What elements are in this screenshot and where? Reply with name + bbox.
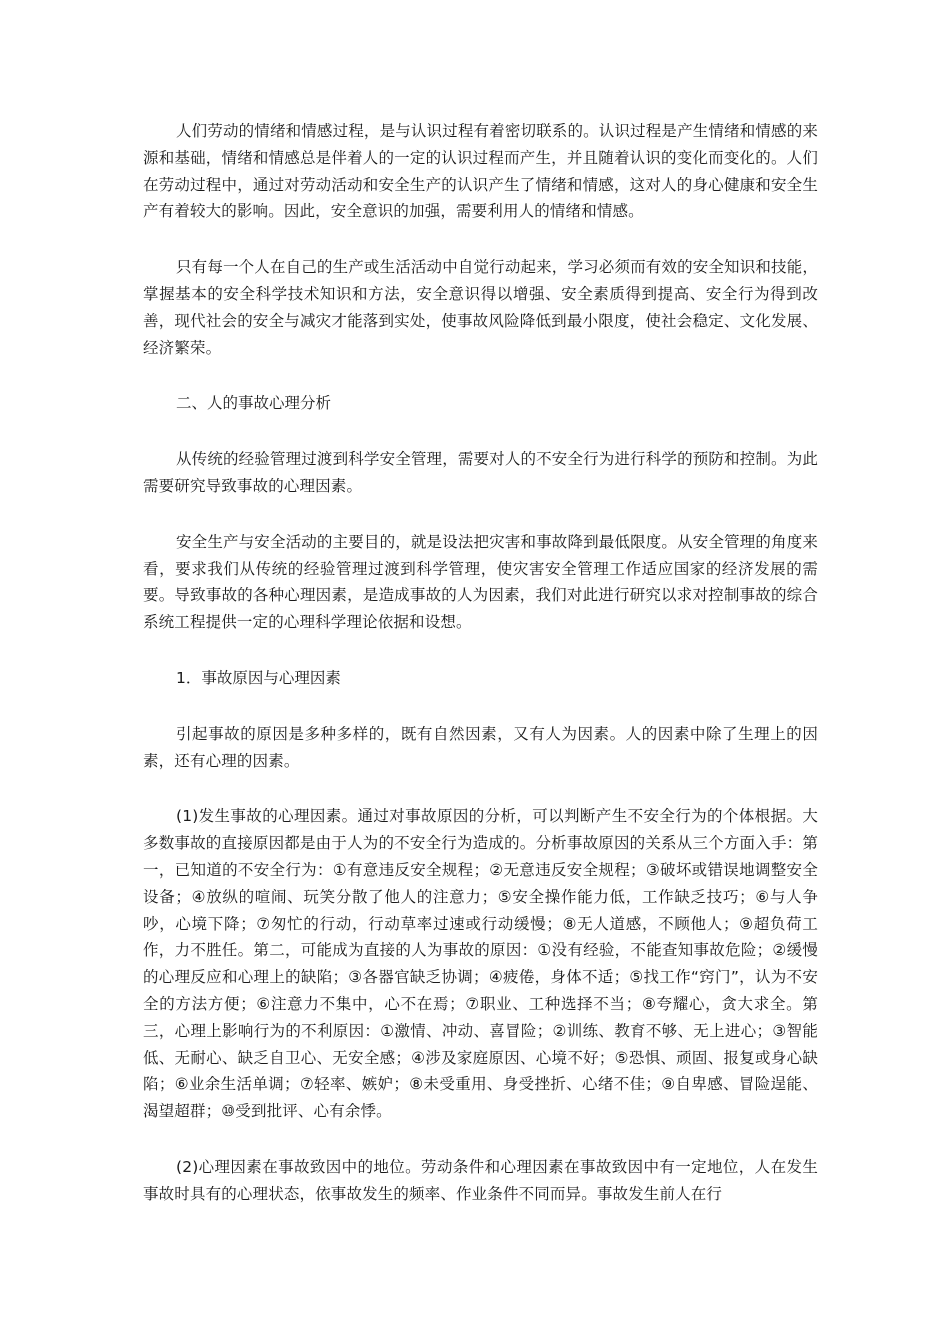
paragraph-emotion: 人们劳动的情绪和情感过程，是与认识过程有着密切联系的。认识过程是产生情绪和情感的来源和基础，情绪和情感总是伴着人的一定的认识过程而产生，并且随着认识的变化而变化的。人们在劳动过程中，通过对劳动活动和安全生产的认识产生了情绪和情感，这对人的身心健康和安全生产有着较大的影响。因此，安全意识的加强，需要利用人的情绪和情感。 — [143, 122, 818, 221]
subsection-heading: 1．事故原因与心理因素 — [176, 668, 341, 687]
paragraph-accident-causes: 引起事故的原因是多种多样的，既有自然因素，又有人为因素。人的因素中除了生理上的因素，还有心理的因素。 — [143, 724, 818, 770]
document-body — [143, 118, 818, 1208]
paragraph-psychological-factors: (1)发生事故的心理因素。通过对事故原因的分析，可以判断产生不安全行为的个体根据。大多数事故的直接原因都是由于人为的不安全行为造成的。分析事故原因的关系从三个方面入手：第一，已知道的不安全行为：①有意违反安全规程；②无意违反安全规程；③破坏或错误地调整安全设备；④放纵的喧闹、玩笑分散了他人的注意力；⑤安全操作能力低，工作缺乏技巧；⑥与人争吵，心境下降；⑦匆忙的行动，行动草率过速或行动缓慢；⑧无人道感，不顾他人；⑨超负荷工作，力不胜任。第二，可能成为直接的人为事故的原因：①没有经验，不能查知事故危险；②缓慢的心理反应和心理上的缺陷；③各器官缺乏协调；④疲倦，身体不适；⑤找工作“窍门”，认为不安全的方法方便；⑥注意力不集中，心不在焉；⑦职业、工种选择不当；⑧夸耀心，贪大求全。第三，心理上影响行为的不利原因：①激情、冲动、喜冒险；②训练、教育不够、无上进心；③智能低、无耐心、缺乏自卫心、无安全感；④涉及家庭原因、心境不好；⑤恐惧、顽固、报复或身心缺陷；⑥业余生活单调；⑦轻率、嫉妒；⑧未受重用、身受挫折、心绪不佳；⑨自卑感、冒险逞能、渴望超群；⑩受到批评、心有余悸。 — [143, 807, 818, 1121]
paragraph-main-purpose: 安全生产与安全活动的主要目的，就是设法把灾害和事故降到最低限度。从安全管理的角度来看，要求我们从传统的经验管理过渡到科学管理，使灾害安全管理工作适应国家的经济发展的需要。导致事故的各种心理因素，是造成事故的人为因素，我们对此进行研究以求对控制事故的综合系统工程提供一定的心理科学理论依据和设想。 — [143, 532, 818, 632]
paragraph-safety-awareness: 只有每一个人在自己的生产或生活活动中自觉行动起来，学习必须而有效的安全知识和技能，掌握基本的安全科学技术知识和方法，安全意识得以增强、安全素质得到提高、安全行为得到改善，现代社会的安全与减灾才能落到实处，使事故风险降低到最小限度，使社会稳定、文化发展、经济繁荣。 — [143, 258, 818, 357]
paragraph-management-transition: 从传统的经验管理过渡到科学安全管理，需要对人的不安全行为进行科学的预防和控制。为此需要研究导致事故的心理因素。 — [143, 450, 818, 495]
section-heading: 二、人的事故心理分析 — [176, 394, 332, 413]
paragraph-factor-status: (2)心理因素在事故致因中的地位。劳动条件和心理因素在事故致因中有一定地位，人在发生事故时具有的心理状态，依事故发生的频率、作业条件不同而异。事故发生前人在行 — [143, 1157, 818, 1203]
